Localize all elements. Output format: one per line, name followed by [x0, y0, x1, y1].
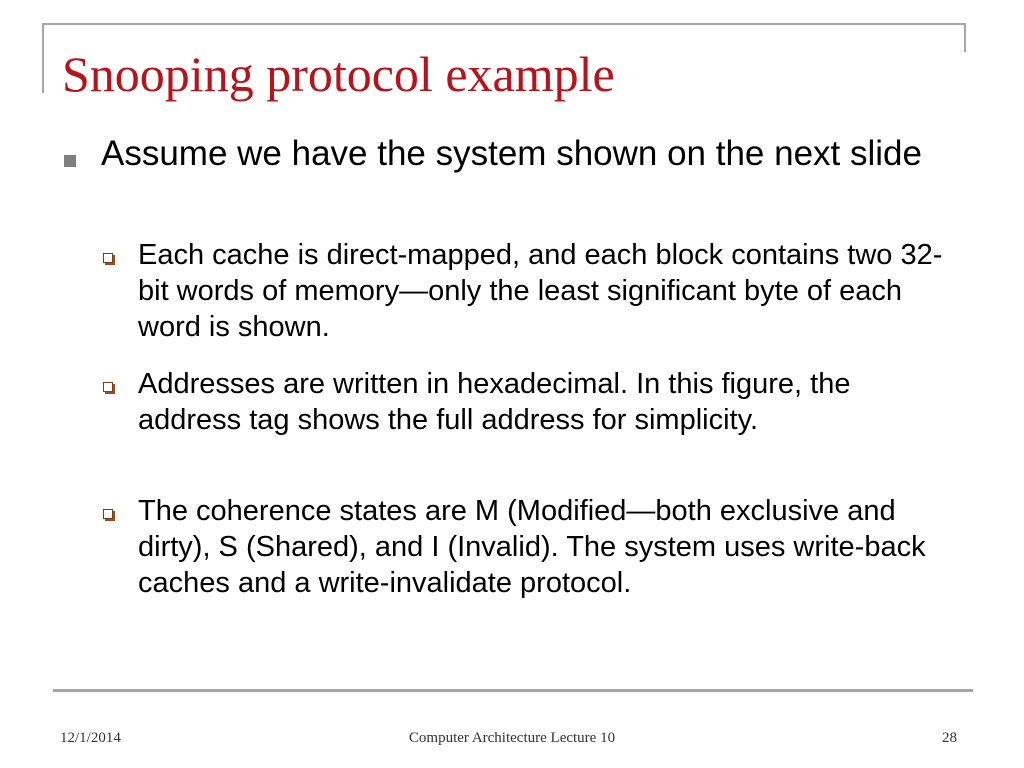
footer-date: 12/1/2014: [60, 730, 121, 746]
filled-square-bullet-icon: [64, 155, 76, 167]
footer-title: Computer Architecture Lecture 10: [408, 730, 616, 746]
sub-bullet-1: Each cache is direct-mapped, and each block contains two 32-bit words of memory—only the least significant byte of each word is shown.: [138, 239, 943, 343]
hollow-square-bullet-icon: [103, 509, 113, 519]
footer-divider: [53, 689, 973, 692]
frame-top-line: [42, 23, 966, 25]
sub-bullet-3: The coherence states are M (Modified—both exclusive and dirty), S (Shared), and I (Invalid). The system uses write-back caches and a write-invalidate protocol.: [138, 495, 926, 599]
sub-bullet-2: Addresses are written in hexadecimal. In this figure, the address tag shows the full address for simplicity.: [138, 368, 851, 436]
frame-right-line: [964, 23, 966, 52]
frame-left-line: [42, 23, 44, 93]
slide-title: Snooping protocol example: [62, 46, 615, 102]
page-number: 28: [942, 730, 957, 746]
bullet-level1: Assume we have the system shown on the next slide: [101, 134, 922, 173]
hollow-square-bullet-icon: [103, 253, 113, 263]
hollow-square-bullet-icon: [103, 382, 113, 392]
